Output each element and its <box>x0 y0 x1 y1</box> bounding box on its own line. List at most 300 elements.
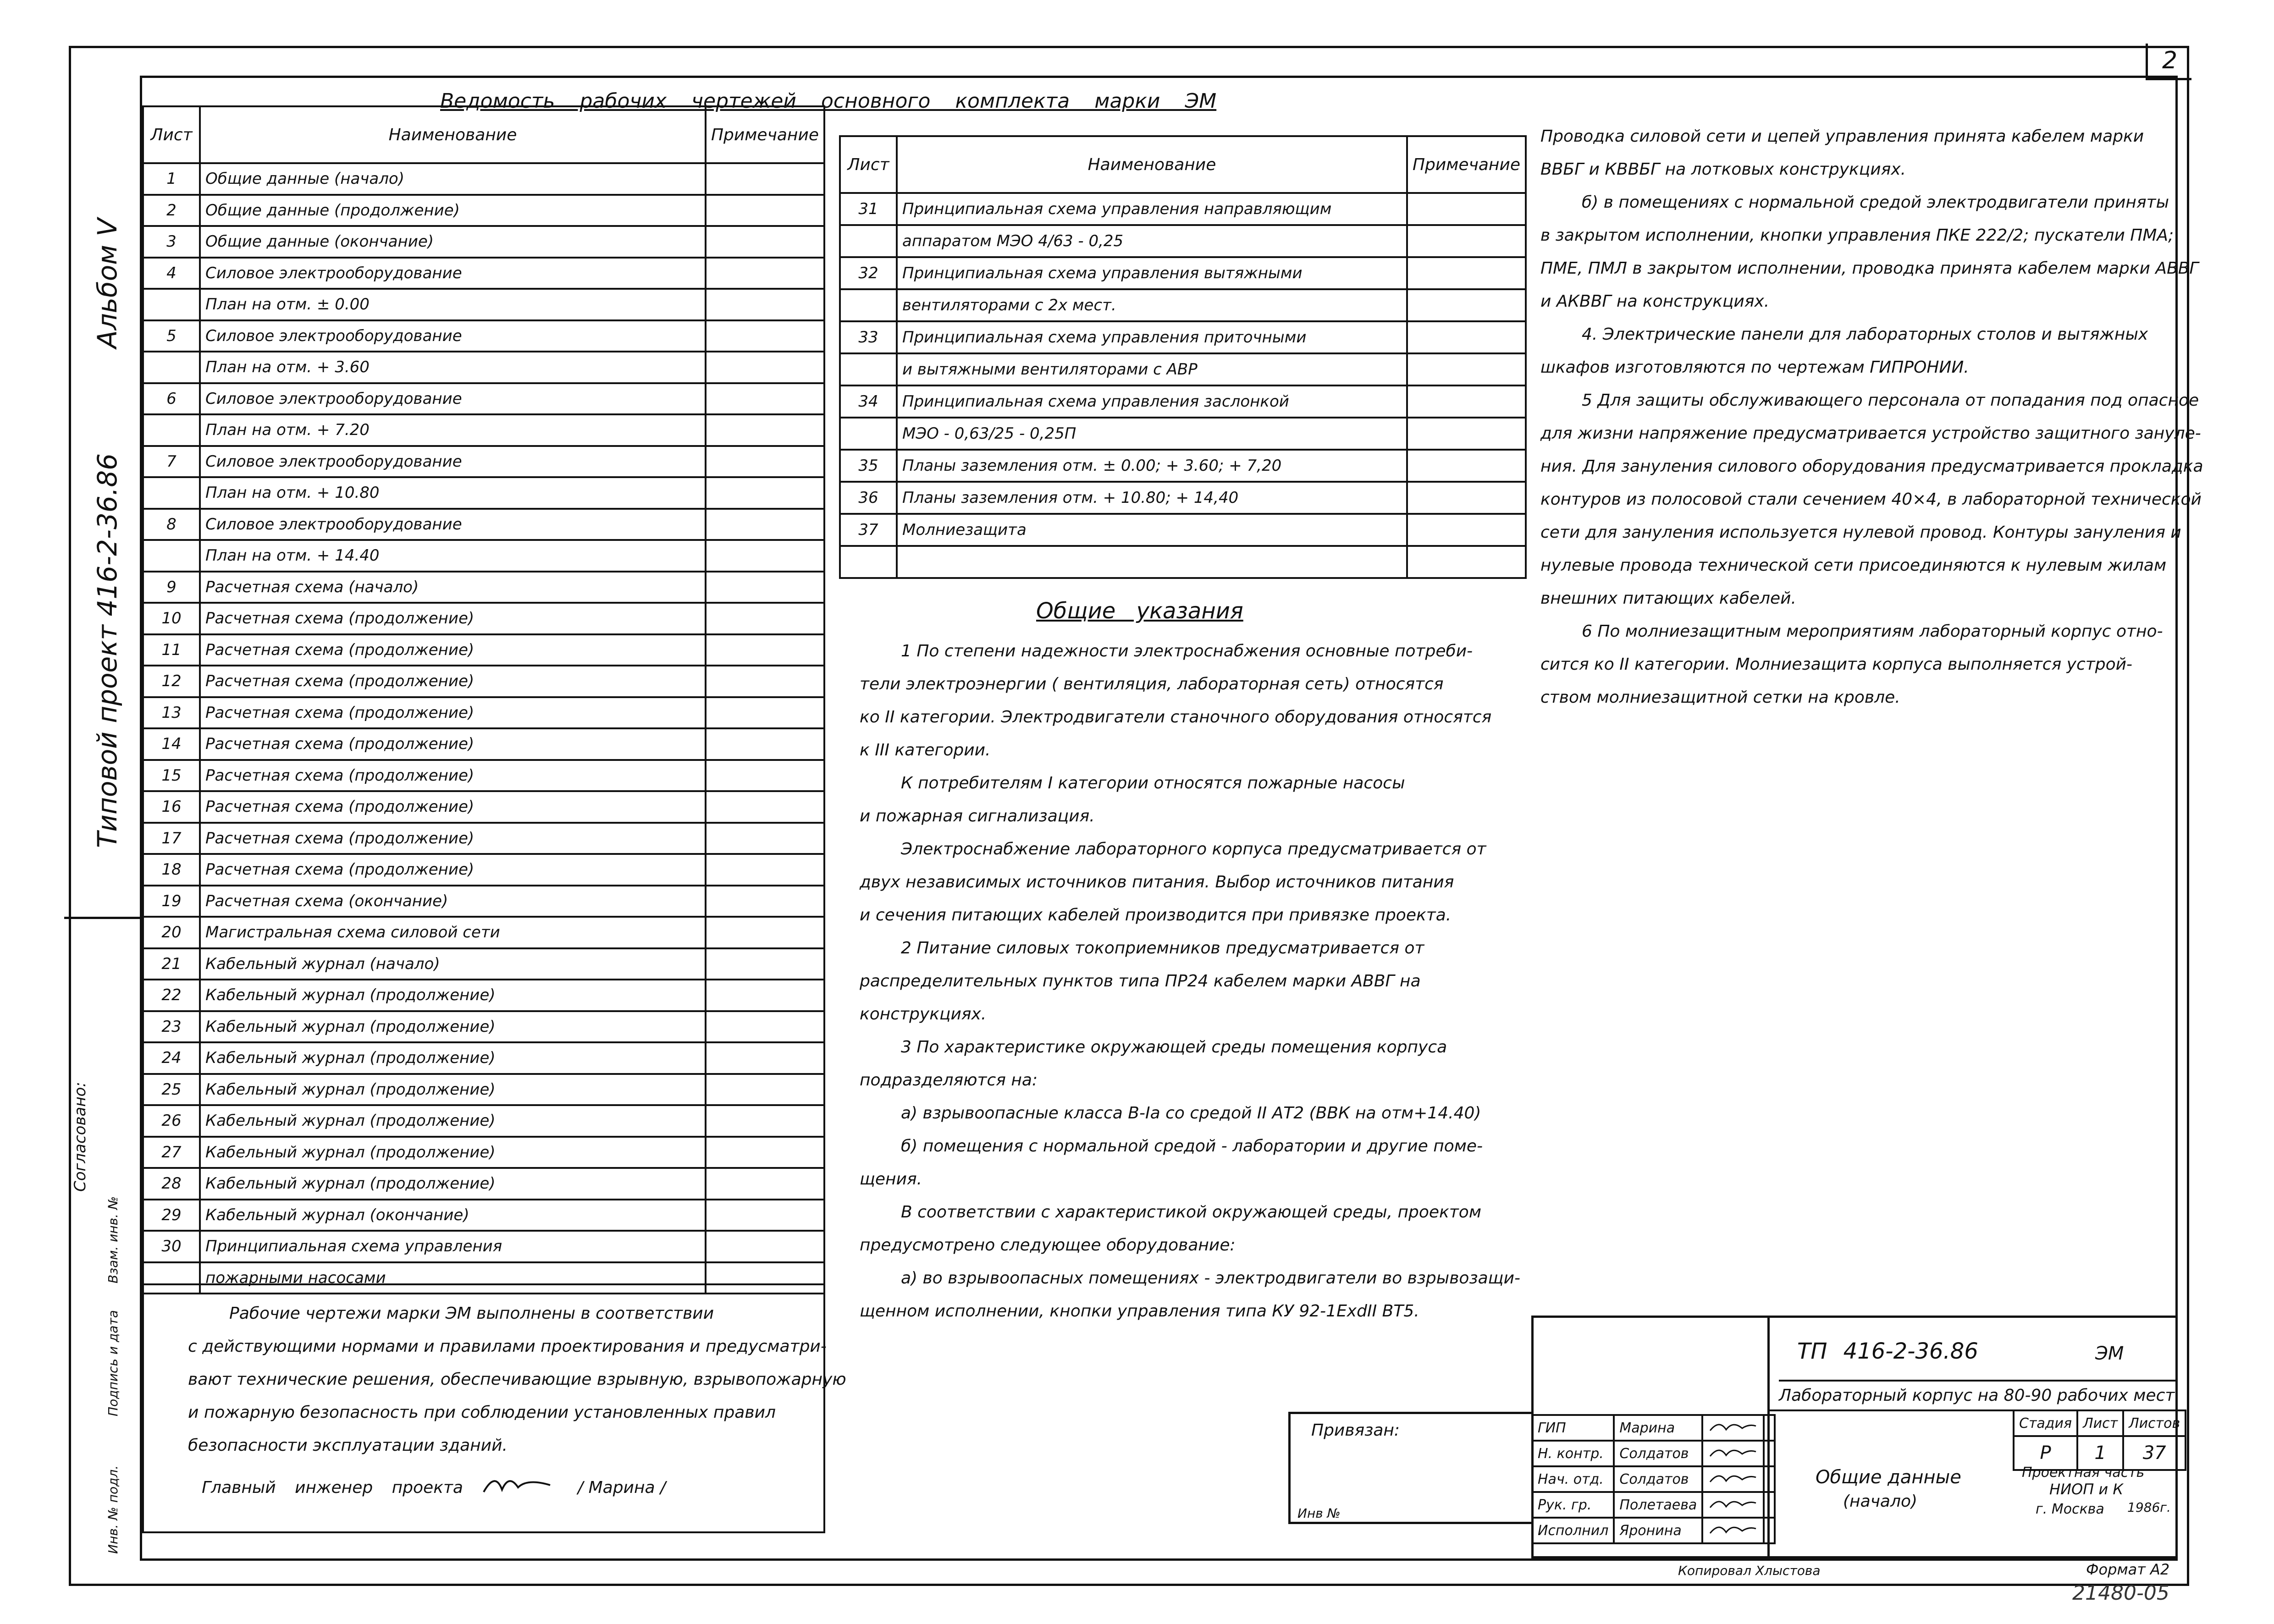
chief-engineer-signature <box>481 1469 555 1497</box>
text-line: к III категории. <box>860 741 991 760</box>
row-note <box>706 414 824 446</box>
register-row <box>143 320 824 352</box>
register-row <box>143 980 824 1011</box>
org-line-1: Проектная часть <box>2022 1464 2145 1481</box>
register-row <box>143 383 824 415</box>
register-row <box>143 1074 824 1106</box>
row-note <box>706 791 824 823</box>
row-note <box>1407 385 1526 418</box>
register-row <box>143 195 824 226</box>
row-sheet-number <box>840 418 897 450</box>
row-sheet-name: Кабельный журнал (продолжение) <box>200 980 706 1011</box>
row-note <box>1407 257 1526 289</box>
text-line: тели электроэнергии ( вентиляция, лабораторная сеть) относятся <box>860 675 1444 694</box>
row-sheet-number: 8 <box>143 509 200 540</box>
project-label: Типовой проект 416-2-36.86 <box>92 453 123 848</box>
text-line: для жизни напряжение предусматривается устройство защитного зануле- <box>1540 424 2201 443</box>
row-note <box>706 1042 824 1074</box>
register-row <box>143 886 824 917</box>
stage-value: Р <box>2014 1436 2077 1470</box>
row-sheet-number: 11 <box>143 634 200 666</box>
person-role: Н. контр. <box>1532 1441 1614 1466</box>
register-row <box>143 603 824 634</box>
row-sheet-number: 4 <box>143 258 200 289</box>
row-sheet-number: 28 <box>143 1168 200 1200</box>
register-row <box>143 1042 824 1074</box>
stage-table <box>2013 1409 2186 1471</box>
agreed-label: Согласовано: <box>71 1082 89 1192</box>
register-row <box>143 572 824 603</box>
text-line: вают технические решения, обеспечивающие взрывную, взрывопожарную <box>188 1370 846 1389</box>
person-signature <box>1702 1492 1764 1518</box>
row-note <box>706 886 824 917</box>
row-sheet-number: 37 <box>840 514 897 546</box>
register-row <box>840 385 1526 418</box>
row-sheet-number: 16 <box>143 791 200 823</box>
text-line: распределительных пунктов типа ПР24 кабелем марки АВВГ на <box>860 972 1421 991</box>
register-row <box>840 514 1526 546</box>
row-note <box>1407 225 1526 257</box>
org-line-2: НИОП и К <box>2049 1481 2124 1498</box>
register-row <box>840 193 1526 225</box>
stage-header: Стадия <box>2014 1410 2077 1436</box>
register-row <box>143 1105 824 1137</box>
stamp-person-row <box>1532 1441 1775 1466</box>
register-row <box>143 728 824 760</box>
person-role: Рук. гр. <box>1532 1492 1614 1518</box>
row-sheet-name: Расчетная схема (продолжение) <box>200 760 706 792</box>
person-role: Нач. отд. <box>1532 1466 1614 1492</box>
register-row <box>143 258 824 289</box>
text-line: а) взрывоопасные класса В-Iа со средой II АТ2 (ВВК на отм+14.40) <box>901 1104 1481 1123</box>
row-sheet-name: Кабельный журнал (начало) <box>200 948 706 980</box>
register-table-right <box>839 135 1527 579</box>
text-line: и АКВВГ на конструкциях. <box>1540 292 1770 311</box>
person-date <box>1764 1415 1775 1441</box>
row-note <box>706 603 824 634</box>
row-note <box>706 226 824 258</box>
person-date <box>1764 1518 1775 1543</box>
row-sheet-name: Молниезащита <box>897 514 1407 546</box>
register-row <box>143 226 824 258</box>
row-note <box>706 1011 824 1043</box>
row-sheet-number <box>143 477 200 509</box>
text-line: внешних питающих кабелей. <box>1540 589 1796 608</box>
row-sheet-name: Силовое электрооборудование <box>200 320 706 352</box>
row-note <box>706 823 824 854</box>
row-sheet-name: Кабельный журнал (продолжение) <box>200 1042 706 1074</box>
text-line: предусмотрено следующее оборудование: <box>860 1236 1236 1255</box>
register-row <box>840 353 1526 385</box>
doc-mark: ЭМ <box>2095 1343 2124 1364</box>
register-row <box>143 289 824 320</box>
text-line: ВВБГ и КВВБГ на лотковых конструкциях. <box>1540 160 1906 179</box>
org-line-3: г. Москва <box>2036 1501 2104 1517</box>
general-title: Общие указания <box>1036 598 1243 624</box>
row-sheet-number: 9 <box>143 572 200 603</box>
text-line: а) во взрывоопасных помещениях - электродвигатели во взрывозащи- <box>901 1269 1520 1288</box>
row-note <box>706 1105 824 1137</box>
row-sheet-number <box>143 289 200 320</box>
row-sheet-number: 3 <box>143 226 200 258</box>
text-line: конструкциях. <box>860 1005 987 1024</box>
person-date <box>1764 1466 1775 1492</box>
row-note <box>706 917 824 948</box>
row-sheet-name: аппаратом МЭО 4/63 - 0,25 <box>897 225 1407 257</box>
row-note <box>706 1200 824 1231</box>
inv-number-label: Инв № <box>1297 1506 1341 1521</box>
person-name: Яронина <box>1614 1518 1702 1543</box>
register-row <box>143 163 824 195</box>
col-note-header: Примечание <box>1407 136 1526 193</box>
sheet-title-1: Общие данные <box>1816 1467 1961 1488</box>
register-row <box>143 760 824 792</box>
row-sheet-name: Кабельный журнал (продолжение) <box>200 1105 706 1137</box>
row-note <box>706 666 824 697</box>
bound-label: Привязан: <box>1311 1421 1400 1440</box>
text-line: К потребителям I категории относятся пожарные насосы <box>901 774 1405 793</box>
register-row <box>143 352 824 383</box>
people-table <box>1531 1414 1776 1544</box>
row-sheet-name: Общие данные (продолжение) <box>200 195 706 226</box>
row-note <box>706 634 824 666</box>
row-sheet-name: Планы заземления отм. + 10.80; + 14,40 <box>897 482 1407 514</box>
text-line: 3 По характеристике окружающей среды помещения корпуса <box>901 1038 1447 1057</box>
text-line: безопасности эксплуатации зданий. <box>188 1436 508 1455</box>
text-line: 6 По молниезащитным мероприятиям лабораторный корпус отно- <box>1582 622 2163 641</box>
row-sheet-number: 30 <box>143 1231 200 1262</box>
person-name: Марина <box>1614 1415 1702 1441</box>
row-note <box>706 697 824 729</box>
row-sheet-number: 14 <box>143 728 200 760</box>
row-sheet-name: и вытяжными вентиляторами с АВР <box>897 353 1407 385</box>
row-sheet-name: Принципиальная схема управления направляющим <box>897 193 1407 225</box>
text-line: с действующими нормами и правилами проектирования и предусматри- <box>188 1337 827 1356</box>
register-row <box>143 948 824 980</box>
register-row <box>840 289 1526 321</box>
row-note <box>1407 353 1526 385</box>
text-line: 4. Электрические панели для лабораторных столов и вытяжных <box>1582 325 2148 344</box>
row-sheet-name: Общие данные (окончание) <box>200 226 706 258</box>
row-sheet-name: Кабельный журнал (продолжение) <box>200 1137 706 1168</box>
text-line: ПМЕ, ПМЛ в закрытом исполнении, проводка принята кабелем марки АВВГ <box>1540 259 2199 278</box>
register-row <box>143 477 824 509</box>
register-row <box>840 546 1526 578</box>
row-sheet-number: 18 <box>143 854 200 886</box>
row-sheet-number: 32 <box>840 257 897 289</box>
row-note <box>706 760 824 792</box>
row-note <box>706 1074 824 1106</box>
register-row <box>143 697 824 729</box>
stamp-person-row <box>1532 1492 1775 1518</box>
text-line: шкафов изготовляются по чертежам ГИПРОНИИ. <box>1540 358 1969 377</box>
sheet-title-2: (начало) <box>1843 1492 1918 1511</box>
row-sheet-number: 12 <box>143 666 200 697</box>
general-instructions-text <box>860 635 1520 1328</box>
row-sheet-number: 26 <box>143 1105 200 1137</box>
row-sheet-name: Силовое электрооборудование <box>200 383 706 415</box>
register-row <box>143 917 824 948</box>
register-row <box>143 823 824 854</box>
row-sheet-number: 25 <box>143 1074 200 1106</box>
text-line: нулевые провода технической сети присоединяются к нулевым жилам <box>1540 556 2167 575</box>
text-line: двух независимых источников питания. Выбор источников питания <box>860 873 1454 892</box>
person-name: Солдатов <box>1614 1441 1702 1466</box>
register-row <box>143 1137 824 1168</box>
row-sheet-name: вентиляторами с 2х мест. <box>897 289 1407 321</box>
row-sheet-name: Планы заземления отм. ± 0.00; + 3.60; + 7,20 <box>897 450 1407 482</box>
row-sheet-number: 15 <box>143 760 200 792</box>
row-sheet-number <box>840 353 897 385</box>
row-sheet-name: План на отм. ± 0.00 <box>200 289 706 320</box>
signature-date-label: Подпись и дата <box>105 1310 121 1416</box>
sheets-value: 37 <box>2123 1436 2186 1470</box>
row-sheet-name: Общие данные (начало) <box>200 163 706 195</box>
row-sheet-name: МЭО - 0,63/25 - 0,25П <box>897 418 1407 450</box>
row-sheet-name: Принципиальная схема управления приточными <box>897 321 1407 353</box>
register-row <box>840 321 1526 353</box>
sheet-header: Лист <box>2077 1410 2123 1436</box>
row-note <box>706 477 824 509</box>
text-line: щенном исполнении, кнопки управления типа КУ 92-1ExdII BT5. <box>860 1302 1419 1321</box>
chief-engineer-name: / Марина / <box>578 1478 666 1497</box>
row-sheet-number: 7 <box>143 446 200 478</box>
text-line: в закрытом исполнении, кнопки управления ПКЕ 222/2; пускатели ПМА; <box>1540 226 2174 245</box>
right-column-text <box>1540 120 2203 714</box>
row-note <box>706 195 824 226</box>
register-row <box>143 1231 824 1262</box>
text-line: 5 Для защиты обслуживающего персонала от попадания под опасное <box>1582 391 2199 410</box>
row-sheet-number: 17 <box>143 823 200 854</box>
row-sheet-name: Принципиальная схема управления вытяжными <box>897 257 1407 289</box>
register-row <box>143 414 824 446</box>
person-date <box>1764 1492 1775 1518</box>
row-sheet-name: Расчетная схема (продолжение) <box>200 634 706 666</box>
sheet-number-box: 2 <box>2146 44 2191 80</box>
row-note <box>706 352 824 383</box>
row-note <box>706 540 824 572</box>
row-sheet-name: Силовое электрооборудование <box>200 446 706 478</box>
row-sheet-number <box>143 352 200 383</box>
row-note <box>706 383 824 415</box>
row-sheet-name: Силовое электрооборудование <box>200 509 706 540</box>
register-row <box>143 1200 824 1231</box>
row-sheet-name: Расчетная схема (окончание) <box>200 886 706 917</box>
text-line: В соответствии с характеристикой окружающей среды, проектом <box>901 1203 1481 1222</box>
row-sheet-name: План на отм. + 3.60 <box>200 352 706 383</box>
text-line: Рабочие чертежи марки ЭМ выполнены в соответствии <box>229 1304 714 1323</box>
register-row <box>143 854 824 886</box>
person-signature <box>1702 1466 1764 1492</box>
row-sheet-number: 13 <box>143 697 200 729</box>
register-row <box>840 225 1526 257</box>
text-line: сети для зануления используется нулевой провод. Контуры зануления и <box>1540 523 2181 542</box>
col-sheet-header: Лист <box>143 106 200 163</box>
col-name-header: Наименование <box>200 106 706 163</box>
row-sheet-name <box>897 546 1407 578</box>
row-note <box>1407 321 1526 353</box>
row-note <box>1407 289 1526 321</box>
row-sheet-name: План на отм. + 14.40 <box>200 540 706 572</box>
format-label: Формат А2 <box>2086 1561 2170 1578</box>
archive-number: 21480-05 <box>2072 1581 2169 1605</box>
row-note <box>706 948 824 980</box>
row-note <box>706 572 824 603</box>
row-sheet-number: 34 <box>840 385 897 418</box>
text-line: щения. <box>860 1170 922 1189</box>
text-line: ния. Для зануления силового оборудования предусматривается прокладка <box>1540 457 2203 476</box>
bottom-note-text <box>188 1297 846 1462</box>
row-sheet-number <box>143 414 200 446</box>
row-sheet-name: Расчетная схема (продолжение) <box>200 603 706 634</box>
row-sheet-number: 31 <box>840 193 897 225</box>
row-sheet-number: 36 <box>840 482 897 514</box>
text-line: ством молниезащитной сетки на кровле. <box>1540 688 1900 707</box>
row-sheet-number: 2 <box>143 195 200 226</box>
row-sheet-number: 33 <box>840 321 897 353</box>
row-sheet-name: Магистральная схема силовой сети <box>200 917 706 948</box>
register-row <box>143 666 824 697</box>
col-note-header: Примечание <box>706 106 824 163</box>
person-signature <box>1702 1415 1764 1441</box>
col-sheet-header: Лист <box>840 136 897 193</box>
sheets-header: Листов <box>2123 1410 2186 1436</box>
row-sheet-number: 1 <box>143 163 200 195</box>
row-sheet-number: 23 <box>143 1011 200 1043</box>
row-sheet-number: 19 <box>143 886 200 917</box>
register-row <box>143 1168 824 1200</box>
register-row <box>143 446 824 478</box>
row-note <box>1407 514 1526 546</box>
register-row <box>143 634 824 666</box>
text-line: Электроснабжение лабораторного корпуса предусматривается от <box>901 840 1486 859</box>
text-line: контуров из полосовой стали сечением 40×4, в лабораторной технической <box>1540 490 2202 509</box>
row-sheet-number: 29 <box>143 1200 200 1231</box>
row-sheet-name: План на отм. + 7.20 <box>200 414 706 446</box>
row-sheet-number: 10 <box>143 603 200 634</box>
row-sheet-name: Расчетная схема (продолжение) <box>200 854 706 886</box>
row-sheet-name: Кабельный журнал (окончание) <box>200 1200 706 1231</box>
text-line: и пожарная сигнализация. <box>860 807 1095 826</box>
row-note <box>706 258 824 289</box>
row-sheet-name: Расчетная схема (продолжение) <box>200 666 706 697</box>
album-label: Альбом V <box>92 218 123 348</box>
row-sheet-number: 24 <box>143 1042 200 1074</box>
row-sheet-name: Расчетная схема (продолжение) <box>200 728 706 760</box>
row-sheet-number <box>840 546 897 578</box>
row-note <box>706 509 824 540</box>
person-name: Солдатов <box>1614 1466 1702 1492</box>
register-row <box>840 482 1526 514</box>
text-line: 2 Питание силовых токоприемников предусматривается от <box>901 939 1424 958</box>
register-row <box>840 257 1526 289</box>
row-note <box>1407 546 1526 578</box>
row-sheet-number: 6 <box>143 383 200 415</box>
text-line: б) помещения с нормальной средой - лаборатории и другие поме- <box>901 1137 1483 1156</box>
row-note <box>1407 418 1526 450</box>
register-row <box>143 540 824 572</box>
row-note <box>706 446 824 478</box>
text-line: подразделяются на: <box>860 1071 1038 1090</box>
row-note <box>706 728 824 760</box>
register-row <box>840 450 1526 482</box>
row-sheet-number: 27 <box>143 1137 200 1168</box>
text-line: сится ко II категории. Молниезащита корпуса выполняется устрой- <box>1540 655 2133 674</box>
row-sheet-name: План на отм. + 10.80 <box>200 477 706 509</box>
replacement-inv-label: Взам. инв. № <box>105 1196 121 1283</box>
text-line: и пожарную безопасность при соблюдении установленных правил <box>188 1403 776 1422</box>
row-note <box>706 1231 824 1262</box>
text-line: б) в помещениях с нормальной средой электродвигатели приняты <box>1582 193 2169 212</box>
row-sheet-name: Принципиальная схема управления <box>200 1231 706 1262</box>
doc-code: ТП 416-2-36.86 <box>1797 1338 1978 1364</box>
text-line: 1 По степени надежности электроснабжения основные потреби- <box>901 642 1473 661</box>
person-signature <box>1702 1441 1764 1466</box>
copied-by: Копировал Хлыстова <box>1678 1563 1821 1578</box>
sheet-value: 1 <box>2077 1436 2123 1470</box>
row-sheet-number: 22 <box>143 980 200 1011</box>
text-line: Проводка силовой сети и цепей управления принята кабелем марки <box>1540 127 2144 146</box>
stamp-person-row <box>1532 1466 1775 1492</box>
col-name-header: Наименование <box>897 136 1407 193</box>
register-row <box>143 1011 824 1043</box>
stamp-person-row <box>1532 1518 1775 1543</box>
person-signature <box>1702 1518 1764 1543</box>
row-sheet-name: Кабельный журнал (продолжение) <box>200 1074 706 1106</box>
person-role: ГИП <box>1532 1415 1614 1441</box>
row-note <box>706 320 824 352</box>
row-note <box>706 1168 824 1200</box>
text-line: и сечения питающих кабелей производится при привязке проекта. <box>860 906 1452 925</box>
row-note <box>706 289 824 320</box>
stamp-person-row <box>1532 1415 1775 1441</box>
person-name: Полетаева <box>1614 1492 1702 1518</box>
stamp-year: 1986г. <box>2127 1500 2171 1515</box>
row-sheet-number: 5 <box>143 320 200 352</box>
text-line: ко II категории. Электродвигатели станочного оборудования относятся <box>860 708 1492 727</box>
register-row <box>143 791 824 823</box>
register-row <box>143 509 824 540</box>
chief-engineer-label: Главный инженер проекта <box>202 1478 463 1497</box>
row-sheet-name: Силовое электрооборудование <box>200 258 706 289</box>
row-sheet-number: 21 <box>143 948 200 980</box>
row-note <box>706 1137 824 1168</box>
left-side-strip <box>64 917 142 1561</box>
row-sheet-name: пожарными насосами <box>200 1262 706 1294</box>
row-note <box>706 854 824 886</box>
row-sheet-name: Расчетная схема (продолжение) <box>200 823 706 854</box>
row-note <box>1407 450 1526 482</box>
row-note <box>1407 482 1526 514</box>
row-sheet-number <box>840 289 897 321</box>
row-sheet-number: 35 <box>840 450 897 482</box>
register-table-left <box>142 105 825 1294</box>
row-sheet-number: 20 <box>143 917 200 948</box>
person-role: Исполнил <box>1532 1518 1614 1543</box>
row-sheet-name: Кабельный журнал (продолжение) <box>200 1011 706 1043</box>
row-sheet-name: Принципиальная схема управления заслонкой <box>897 385 1407 418</box>
row-note <box>706 980 824 1011</box>
person-date <box>1764 1441 1775 1466</box>
register-header-row <box>143 106 824 163</box>
row-sheet-name: Расчетная схема (продолжение) <box>200 697 706 729</box>
signature-mark <box>481 1469 555 1497</box>
row-sheet-number <box>143 540 200 572</box>
row-sheet-name: Расчетная схема (начало) <box>200 572 706 603</box>
row-sheet-name: Кабельный журнал (продолжение) <box>200 1168 706 1200</box>
row-sheet-name: Расчетная схема (продолжение) <box>200 791 706 823</box>
inv-original-label: Инв. № подл. <box>105 1465 121 1554</box>
